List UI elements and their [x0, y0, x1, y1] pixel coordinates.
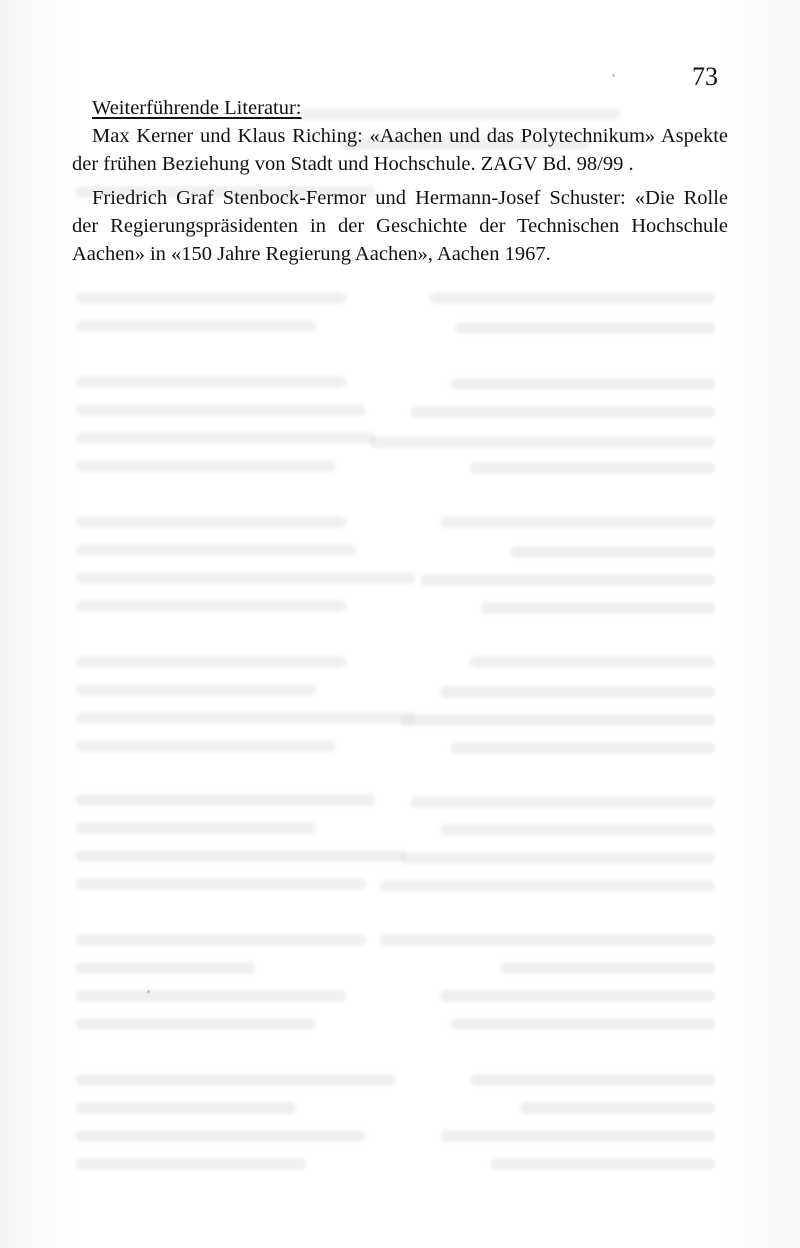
entry-title: «Die Rolle der Regierungspräsidenten in der Geschichte der Technischen Hochschule Aachen» in «150 Jahre Regierung Aachen», Aachen 1967. — [72, 187, 729, 265]
literature-section — [72, 94, 728, 274]
entry-title: «Aachen und das Polytechnikum» Aspekte der frühen Beziehung von Stadt und Hochschule. ZAGV Bd. 98/99 . — [72, 125, 728, 175]
literature-entry — [72, 184, 728, 268]
entry-authors: Friedrich Graf Stenbock-Fermor und Hermann-Josef Schuster: — [92, 187, 626, 209]
entry-authors: Max Kerner und Klaus Riching: — [92, 125, 363, 147]
literature-heading: Weiterführende Literatur: — [92, 97, 302, 119]
literature-entry — [72, 122, 728, 178]
page-number: 73 — [692, 62, 718, 91]
